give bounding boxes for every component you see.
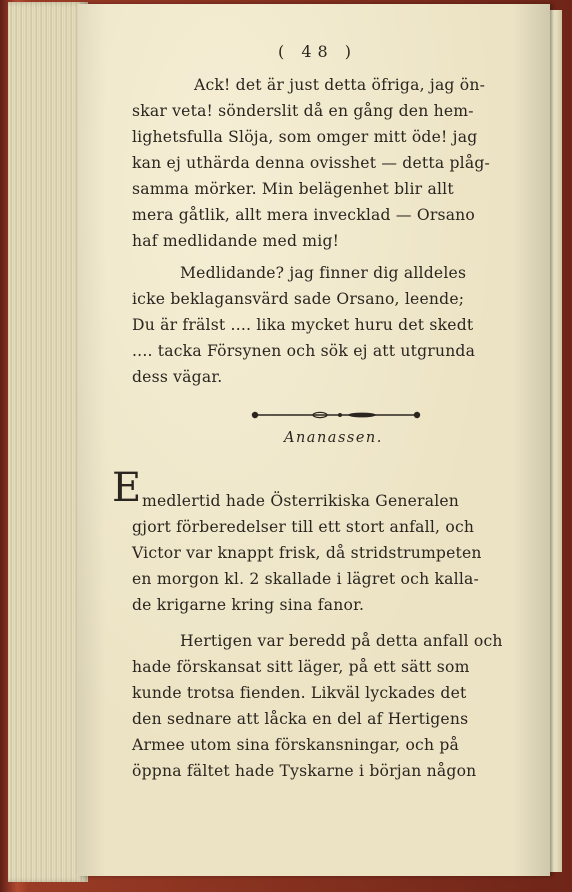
text-line: medlertid hade Österrikiska Generalen [142,492,460,510]
text-line: .... tacka Försynen och sök ej att utgrunda [132,342,476,360]
text-line: dess vägar. [132,368,223,386]
text-line: hade förskansat sitt läger, på ett sätt som [132,658,470,676]
right-page-edge [548,10,562,872]
text-line: lighetsfulla Slöja, som omger mitt öde! jag [132,128,478,146]
book-page [78,4,550,876]
text-line: mera gåtlik, allt mera invecklad — Orsano [132,206,476,224]
text-line: Du är frälst .... lika mycket huru det skedt [132,316,474,334]
page-stack-edges [8,2,88,882]
text-line: Victor var knappt frisk, då stridstrumpeten [132,544,482,562]
text-line: icke beklagansvärd sade Orsano, leende; [132,290,465,308]
text-line: de krigarne kring sina fanor. [132,596,365,614]
text-line: gjort förberedelser till ett stort anfall, och [132,518,475,536]
text-line: Hertigen var beredd på detta anfall och [180,632,503,650]
section-heading: Ananassen. [284,430,383,446]
page-number: ( 48 ) [278,42,358,61]
text-line: öppna fältet hade Tyskarne i början någon [132,762,477,780]
text-line: Armee utom sina förskansningar, och på [132,736,460,754]
text-line: skar veta! sönderslit då en gång den hem- [132,102,474,120]
text-line: haf medlidande med mig! [132,232,340,250]
ornamental-divider [250,408,422,422]
text-line: Ack! det är just detta öfriga, jag ön- [194,76,486,94]
text-line: kunde trotsa fienden. Likväl lyckades det [132,684,467,702]
text-line: den sednare att låcka en del af Hertigens [132,710,469,728]
text-line: en morgon kl. 2 skallade i lägret och kalla- [132,570,479,588]
text-line: Medlidande? jag finner dig alldeles [180,264,467,282]
text-line: kan ej uthärda denna ovisshet — detta plåg- [132,154,491,172]
text-line: samma mörker. Min belägenhet blir allt [132,180,454,198]
drop-cap: E [112,465,142,511]
